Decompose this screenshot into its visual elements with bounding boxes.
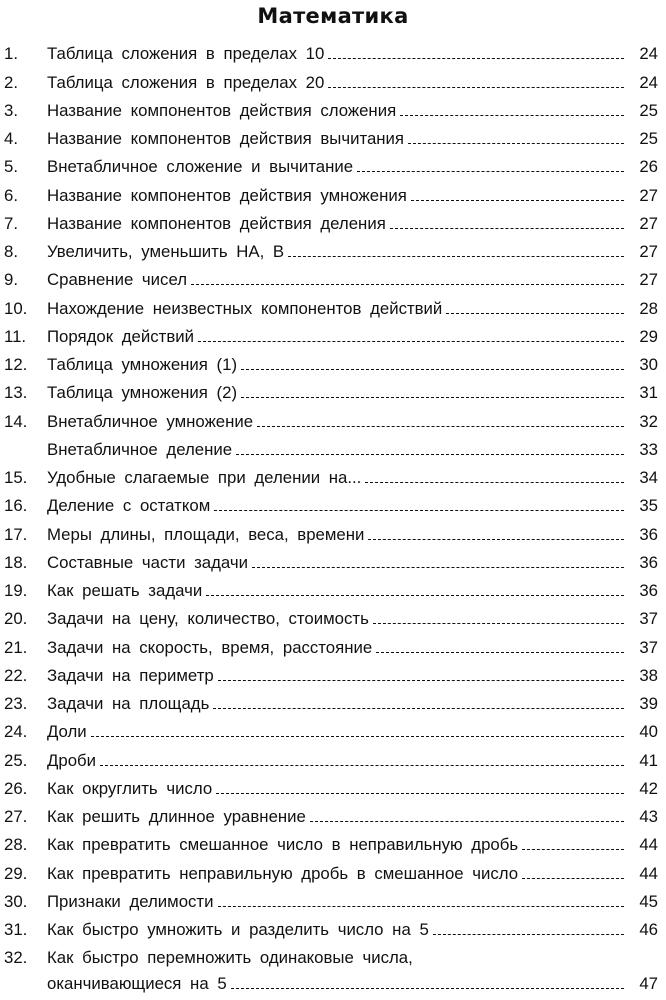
entry-title: Увеличить, уменьшить НА, В xyxy=(47,242,285,261)
entry-page-number: 32 xyxy=(639,411,658,431)
toc-entry[interactable] xyxy=(0,803,666,831)
table-of-contents xyxy=(0,40,666,998)
toc-entry-line xyxy=(0,948,666,968)
entry-title: Нахождение неизвестных компонентов действий xyxy=(47,298,443,318)
toc-entry-line xyxy=(0,73,666,93)
entry-page-number: 34 xyxy=(639,468,658,487)
toc-entry-line xyxy=(0,525,666,545)
entry-page-number: 37 xyxy=(639,609,658,629)
toc-entry[interactable] xyxy=(0,916,666,944)
entry-title: Сравнение чисел xyxy=(47,270,188,290)
dash-leader xyxy=(257,426,624,427)
entry-page-number: 27 xyxy=(639,270,658,290)
toc-entry-line xyxy=(0,186,666,206)
entry-number: 8. xyxy=(4,242,18,261)
entry-title: Название компонентов действия деления xyxy=(47,213,386,233)
toc-entry-line xyxy=(0,694,666,714)
toc-entry[interactable] xyxy=(0,718,666,746)
entry-number: 14. xyxy=(4,411,28,431)
dash-leader xyxy=(522,878,624,879)
entry-number: 31. xyxy=(4,920,28,939)
entry-title: Доли xyxy=(47,722,87,742)
dash-leader xyxy=(206,595,624,596)
dash-leader xyxy=(433,934,624,935)
toc-entry-line xyxy=(0,44,666,64)
toc-entry-line xyxy=(0,974,666,994)
entry-number: 10. xyxy=(4,298,28,318)
toc-entry-line xyxy=(0,270,666,290)
dash-leader xyxy=(214,510,624,511)
dash-leader xyxy=(400,115,624,116)
toc-entry-line xyxy=(0,892,666,912)
entry-number: 32. xyxy=(4,948,28,967)
toc-entry[interactable] xyxy=(0,746,666,774)
toc-entry-line xyxy=(0,383,666,403)
entry-title: Как быстро перемножить одинаковые числа, xyxy=(47,948,413,967)
entry-page-number: 37 xyxy=(639,637,658,657)
toc-entry-line xyxy=(0,242,666,262)
toc-entry[interactable] xyxy=(0,294,666,322)
entry-number: 4. xyxy=(4,129,18,148)
entry-number: 25. xyxy=(4,750,28,770)
entry-page-number: 33 xyxy=(639,439,658,459)
toc-entry-line xyxy=(0,666,666,686)
entry-title: Деление с остатком xyxy=(47,496,211,516)
dash-leader xyxy=(411,200,624,201)
toc-entry[interactable] xyxy=(0,238,666,266)
toc-entry-line xyxy=(0,920,666,940)
toc-entry-line xyxy=(0,496,666,516)
entry-title: Название компонентов действия сложения xyxy=(47,100,397,120)
entry-number: 22. xyxy=(4,665,28,685)
toc-entry[interactable] xyxy=(0,492,666,520)
entry-title: Как быстро умножить и разделить число на 5 xyxy=(47,920,429,939)
entry-number: 2. xyxy=(4,72,18,92)
entry-title: Удобные слагаемые при делении на... xyxy=(47,468,362,487)
toc-entry[interactable] xyxy=(0,266,666,294)
entry-number: 29. xyxy=(4,863,28,883)
entry-number: 9. xyxy=(4,270,18,290)
entry-number: 26. xyxy=(4,778,28,798)
entry-number: 13. xyxy=(4,383,28,403)
dash-leader xyxy=(218,680,624,681)
toc-entry[interactable] xyxy=(0,351,666,379)
entry-number: 5. xyxy=(4,157,18,177)
dash-leader xyxy=(373,623,624,624)
entry-title: Таблица умножения (1) xyxy=(47,355,238,374)
entry-page-number: 24 xyxy=(639,44,658,64)
entry-title: Таблица умножения (2) xyxy=(47,383,238,403)
entry-page-number: 36 xyxy=(639,581,658,600)
dash-leader xyxy=(357,171,624,172)
entry-page-number: 41 xyxy=(639,750,658,770)
entry-page-number: 43 xyxy=(639,807,658,826)
dash-leader xyxy=(368,539,624,540)
toc-entry-line xyxy=(0,129,666,149)
entry-page-number: 25 xyxy=(639,129,658,148)
entry-number: 23. xyxy=(4,694,28,713)
toc-entry-line xyxy=(0,157,666,177)
dash-leader xyxy=(522,849,624,850)
entry-title: Составные части задачи xyxy=(47,552,249,572)
toc-entry-line xyxy=(0,214,666,234)
dash-leader xyxy=(310,821,624,822)
entry-page-number: 46 xyxy=(639,920,658,939)
toc-entry[interactable] xyxy=(0,464,666,492)
entry-title: Внетабличное сложение и вычитание xyxy=(47,157,354,177)
entry-page-number: 25 xyxy=(639,100,658,120)
toc-entry-line xyxy=(0,412,666,432)
dash-leader xyxy=(408,143,624,144)
entry-number: 30. xyxy=(4,891,28,911)
entry-number: 28. xyxy=(4,835,28,855)
entry-page-number: 36 xyxy=(639,552,658,572)
entry-page-number: 45 xyxy=(639,891,658,911)
dash-leader xyxy=(328,58,624,59)
entry-page-number: 36 xyxy=(639,524,658,544)
toc-entry-line xyxy=(0,722,666,742)
entry-title: Порядок действий xyxy=(47,326,194,346)
dash-leader xyxy=(91,736,624,737)
dash-leader xyxy=(100,765,624,766)
dash-leader xyxy=(191,284,624,285)
entry-page-number: 31 xyxy=(639,383,658,403)
entry-title: Задачи на цену, количество, стоимость xyxy=(47,609,369,629)
toc-entry[interactable] xyxy=(0,323,666,351)
toc-entry[interactable] xyxy=(0,40,666,68)
dash-leader xyxy=(231,988,624,989)
toc-entry-line xyxy=(0,299,666,319)
toc-entry[interactable] xyxy=(0,407,666,435)
toc-entry[interactable] xyxy=(0,888,666,916)
toc-entry-line xyxy=(0,638,666,658)
entry-page-number: 26 xyxy=(639,157,658,177)
entry-number: 1. xyxy=(4,44,18,64)
dash-leader xyxy=(328,87,624,88)
entry-page-number: 39 xyxy=(639,694,658,713)
toc-entry[interactable] xyxy=(0,520,666,548)
entry-title: Задачи на периметр xyxy=(47,665,214,685)
toc-entry[interactable] xyxy=(0,97,666,125)
entry-page-number: 27 xyxy=(639,213,658,233)
toc-entry-line xyxy=(0,751,666,771)
entry-title: Как округлить число xyxy=(47,778,213,798)
toc-entry[interactable] xyxy=(0,605,666,633)
toc-entry-line xyxy=(0,581,666,601)
dash-leader xyxy=(213,708,624,709)
entry-title: Задачи на скорость, время, расстояние xyxy=(47,637,373,657)
entry-number: 16. xyxy=(4,496,28,516)
dash-leader xyxy=(446,313,624,314)
toc-entry[interactable] xyxy=(0,181,666,209)
toc-entry[interactable] xyxy=(0,68,666,96)
entry-number: 17. xyxy=(4,524,28,544)
entry-page-number: 42 xyxy=(639,778,658,798)
toc-entry[interactable] xyxy=(0,577,666,605)
entry-page-number: 24 xyxy=(639,72,658,92)
toc-entry[interactable] xyxy=(0,690,666,718)
dash-leader xyxy=(241,369,624,370)
toc-entry-line xyxy=(0,355,666,375)
toc-entry[interactable] xyxy=(0,775,666,803)
entry-title: Признаки делимости xyxy=(47,891,214,911)
dash-leader xyxy=(218,906,625,907)
entry-page-number: 27 xyxy=(639,185,658,205)
entry-title: Название компонентов действия вычитания xyxy=(47,129,405,148)
toc-entry-line xyxy=(0,779,666,799)
toc-entry-line xyxy=(0,864,666,884)
dash-leader xyxy=(198,341,624,342)
toc-entry[interactable] xyxy=(0,633,666,661)
entry-title: Таблица сложения в пределах 20 xyxy=(47,72,325,92)
entry-title: Как решить длинное уравнение xyxy=(47,807,306,826)
entry-title: Дроби xyxy=(47,750,97,770)
toc-entry-line xyxy=(0,327,666,347)
entry-page-number: 44 xyxy=(639,835,658,855)
entry-number: 7. xyxy=(4,213,18,233)
entry-title: Внетабличное умножение xyxy=(47,411,254,431)
entry-page-number: 30 xyxy=(639,355,658,374)
entry-title: Меры длины, площади, веса, времени xyxy=(47,524,365,544)
entry-title: Как превратить неправильную дробь в смешанное число xyxy=(47,863,519,883)
entry-page-number: 40 xyxy=(639,722,658,742)
page-title: Математика xyxy=(257,4,409,28)
dash-leader xyxy=(216,793,624,794)
entry-page-number: 47 xyxy=(639,974,658,993)
entry-number: 11. xyxy=(4,326,27,346)
entry-number: 12. xyxy=(4,355,28,374)
entry-title-continued: оканчивающиеся на 5 xyxy=(47,974,227,993)
entry-number: 3. xyxy=(4,100,18,120)
entry-page-number: 27 xyxy=(639,242,658,261)
dash-leader xyxy=(376,652,624,653)
entry-title: Внетабличное деление xyxy=(47,439,233,459)
toc-entry-line xyxy=(0,553,666,573)
dash-leader xyxy=(252,567,624,568)
toc-entry-32[interactable] xyxy=(0,944,666,998)
toc-entry-line xyxy=(0,609,666,629)
toc-entry-line xyxy=(0,807,666,827)
entry-page-number: 35 xyxy=(639,496,658,516)
entry-title: Название компонентов действия умножения xyxy=(47,185,407,205)
toc-entry[interactable] xyxy=(0,153,666,181)
dash-leader xyxy=(241,397,624,398)
toc-entry-line xyxy=(0,101,666,121)
toc-entry-line xyxy=(0,468,666,488)
dash-leader xyxy=(390,228,624,229)
entry-number: 6. xyxy=(4,185,18,205)
entry-number: 18. xyxy=(4,552,28,572)
entry-number: 21. xyxy=(4,637,28,657)
entry-title: Как решать задачи xyxy=(47,581,203,600)
toc-entry[interactable] xyxy=(0,662,666,690)
entry-page-number: 28 xyxy=(639,298,658,318)
toc-entry[interactable] xyxy=(0,379,666,407)
toc-entry[interactable] xyxy=(0,436,666,464)
entry-page-number: 44 xyxy=(639,863,658,883)
dash-leader xyxy=(365,482,624,483)
toc-entry[interactable] xyxy=(0,831,666,859)
toc-entry[interactable] xyxy=(0,125,666,153)
entry-title: Как превратить смешанное число в неправильную дробь xyxy=(47,835,519,855)
toc-entry[interactable] xyxy=(0,549,666,577)
entry-number: 20. xyxy=(4,609,28,629)
dash-leader xyxy=(236,454,624,455)
entry-title: Задачи на площадь xyxy=(47,694,210,713)
entry-number: 15. xyxy=(4,468,28,487)
entry-page-number: 38 xyxy=(639,665,658,685)
entry-title: Таблица сложения в пределах 10 xyxy=(47,44,325,64)
entry-page-number: 29 xyxy=(639,326,658,346)
entry-number: 27. xyxy=(4,807,28,826)
toc-entry-line xyxy=(0,440,666,460)
toc-entry[interactable] xyxy=(0,210,666,238)
entry-number: 24. xyxy=(4,722,28,742)
dash-leader xyxy=(288,256,624,257)
toc-entry[interactable] xyxy=(0,859,666,887)
entry-number: 19. xyxy=(4,581,28,600)
toc-entry-line xyxy=(0,835,666,855)
